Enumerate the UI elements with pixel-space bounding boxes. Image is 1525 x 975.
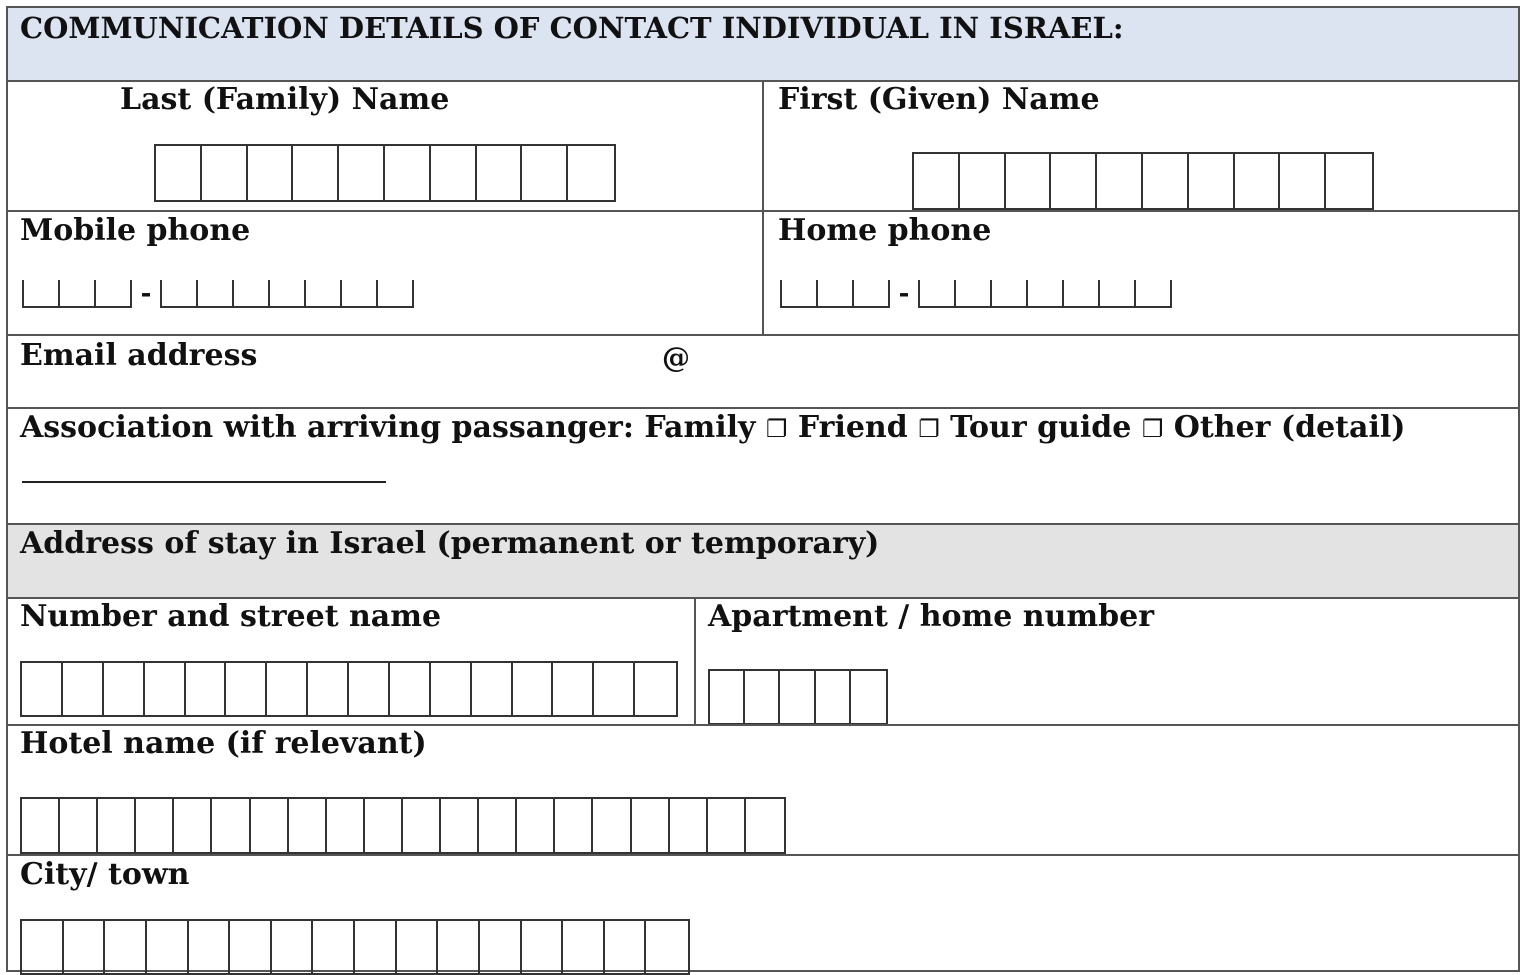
char-box[interactable]	[289, 799, 327, 852]
char-box[interactable]	[1051, 154, 1097, 208]
divider	[8, 854, 1518, 856]
divider	[694, 597, 696, 724]
phone-separator: -	[140, 279, 152, 309]
char-box[interactable]	[145, 663, 186, 715]
char-box[interactable]	[477, 146, 523, 200]
char-box[interactable]	[98, 799, 136, 852]
char-box[interactable]	[22, 663, 63, 715]
char-box[interactable]	[441, 799, 479, 852]
char-box[interactable]	[555, 799, 593, 852]
char-box[interactable]	[513, 663, 554, 715]
association-option-tour-guide: Tour guide	[950, 410, 1132, 445]
phone-separator: -	[898, 279, 910, 309]
home-phone-label: Home phone	[778, 213, 992, 248]
apartment-label: Apartment / home number	[708, 599, 1155, 634]
char-box[interactable]	[313, 921, 355, 973]
char-box[interactable]	[472, 663, 513, 715]
phone-digit-slot[interactable]	[268, 280, 304, 308]
char-box[interactable]	[745, 671, 780, 723]
char-box[interactable]	[431, 146, 477, 200]
last-name-label: Last (Family) Name	[120, 82, 450, 117]
char-box[interactable]	[64, 921, 106, 973]
phone-digit-slot[interactable]	[990, 280, 1026, 308]
char-box[interactable]	[960, 154, 1006, 208]
char-box[interactable]	[1143, 154, 1189, 208]
char-box[interactable]	[1006, 154, 1052, 208]
char-box[interactable]	[349, 663, 390, 715]
city-label: City/ town	[20, 857, 190, 892]
area-code-digit-slot[interactable]	[816, 280, 852, 308]
char-box[interactable]	[635, 663, 676, 715]
char-box[interactable]	[63, 663, 104, 715]
phone-digit-slot[interactable]	[1134, 280, 1170, 308]
char-box[interactable]	[851, 671, 886, 723]
phone-digit-slot[interactable]	[1098, 280, 1134, 308]
char-box[interactable]	[1235, 154, 1281, 208]
char-box[interactable]	[212, 799, 250, 852]
char-box[interactable]	[230, 921, 272, 973]
family-checkbox[interactable]: ❐	[765, 415, 788, 443]
char-box[interactable]	[189, 921, 231, 973]
city-boxes[interactable]	[20, 919, 690, 975]
phone-digit-slot[interactable]	[160, 280, 196, 308]
association-option-friend: Friend	[797, 410, 908, 445]
char-box[interactable]	[308, 663, 349, 715]
char-box[interactable]	[746, 799, 784, 852]
char-box[interactable]	[1326, 154, 1372, 208]
char-box[interactable]	[522, 921, 564, 973]
digit-slot-end	[1170, 280, 1172, 308]
char-box[interactable]	[593, 799, 631, 852]
char-box[interactable]	[105, 921, 147, 973]
area-code-digit-slot[interactable]	[94, 280, 130, 308]
char-box[interactable]	[670, 799, 708, 852]
char-box[interactable]	[403, 799, 441, 852]
char-box[interactable]	[780, 671, 815, 723]
char-box[interactable]	[480, 921, 522, 973]
char-box[interactable]	[136, 799, 174, 852]
last-name-boxes[interactable]	[154, 144, 616, 202]
char-box[interactable]	[479, 799, 517, 852]
char-box[interactable]	[431, 663, 472, 715]
char-box[interactable]	[553, 663, 594, 715]
area-code-digit-slot[interactable]	[58, 280, 94, 308]
char-box[interactable]	[147, 921, 189, 973]
area-code-digit-slot[interactable]	[852, 280, 888, 308]
other-detail-line[interactable]	[22, 481, 386, 483]
char-box[interactable]	[186, 663, 227, 715]
char-box[interactable]	[1097, 154, 1143, 208]
phone-digit-slot[interactable]	[340, 280, 376, 308]
char-box[interactable]	[248, 146, 294, 200]
char-box[interactable]	[397, 921, 439, 973]
char-box[interactable]	[522, 146, 568, 200]
char-box[interactable]	[632, 799, 670, 852]
email-at-sign: @	[662, 341, 690, 374]
char-box[interactable]	[365, 799, 403, 852]
mobile-phone-label: Mobile phone	[20, 213, 251, 248]
phone-digit-slot[interactable]	[304, 280, 340, 308]
first-name-boxes[interactable]	[912, 152, 1374, 210]
area-code-digit-slot[interactable]	[22, 280, 58, 308]
char-box[interactable]	[251, 799, 289, 852]
char-box[interactable]	[267, 663, 308, 715]
char-box[interactable]	[563, 921, 605, 973]
email-label: Email address	[20, 338, 258, 373]
phone-digit-slot[interactable]	[196, 280, 232, 308]
form-title: COMMUNICATION DETAILS OF CONTACT INDIVIDUAL IN ISRAEL:	[20, 11, 1124, 45]
divider	[762, 80, 764, 334]
divider	[8, 407, 1518, 409]
char-box[interactable]	[1280, 154, 1326, 208]
char-box[interactable]	[104, 663, 145, 715]
street-label: Number and street name	[20, 599, 442, 634]
apartment-boxes[interactable]	[708, 669, 888, 725]
hotel-boxes[interactable]	[20, 797, 786, 854]
phone-digit-slot[interactable]	[232, 280, 268, 308]
char-box[interactable]	[816, 671, 851, 723]
char-box[interactable]	[1189, 154, 1235, 208]
phone-digit-slot[interactable]	[1062, 280, 1098, 308]
first-name-label: First (Given) Name	[778, 82, 1100, 117]
hotel-label: Hotel name (if relevant)	[20, 726, 427, 761]
association-option-other: Other (detail)	[1173, 410, 1406, 445]
divider	[8, 334, 1518, 336]
contact-form	[6, 6, 1520, 972]
char-box[interactable]	[60, 799, 98, 852]
char-box[interactable]	[22, 799, 60, 852]
char-box[interactable]	[710, 671, 745, 723]
char-box[interactable]	[390, 663, 431, 715]
char-box[interactable]	[202, 146, 248, 200]
char-box[interactable]	[605, 921, 647, 973]
phone-digit-slot[interactable]	[954, 280, 990, 308]
char-box[interactable]	[156, 146, 202, 200]
char-box[interactable]	[174, 799, 212, 852]
char-box[interactable]	[438, 921, 480, 973]
association-label: Association with arriving passanger:	[20, 410, 634, 445]
char-box[interactable]	[355, 921, 397, 973]
char-box[interactable]	[327, 799, 365, 852]
mobile-phone-field[interactable]	[22, 278, 414, 308]
char-box[interactable]	[22, 921, 64, 973]
area-code-digit-slot[interactable]	[780, 280, 816, 308]
char-box[interactable]	[339, 146, 385, 200]
address-section-title: Address of stay in Israel (permanent or temporary)	[20, 526, 880, 561]
char-box[interactable]	[517, 799, 555, 852]
street-boxes[interactable]	[20, 661, 678, 717]
phone-digit-slot[interactable]	[918, 280, 954, 308]
char-box[interactable]	[914, 154, 960, 208]
char-box[interactable]	[385, 146, 431, 200]
association-option-family: Family	[644, 410, 756, 445]
char-box[interactable]	[226, 663, 267, 715]
divider	[8, 210, 1518, 212]
char-box[interactable]	[646, 921, 688, 973]
home-phone-field[interactable]	[780, 278, 1172, 308]
char-box[interactable]	[568, 146, 614, 200]
char-box[interactable]	[594, 663, 635, 715]
association-line	[20, 410, 1405, 447]
tour-guide-checkbox[interactable]: ❐	[1141, 415, 1164, 443]
char-box[interactable]	[272, 921, 314, 973]
char-box[interactable]	[293, 146, 339, 200]
phone-digit-slot[interactable]	[376, 280, 412, 308]
friend-checkbox[interactable]: ❐	[918, 415, 940, 443]
char-box[interactable]	[708, 799, 746, 852]
digit-slot-end	[412, 280, 414, 308]
phone-digit-slot[interactable]	[1026, 280, 1062, 308]
